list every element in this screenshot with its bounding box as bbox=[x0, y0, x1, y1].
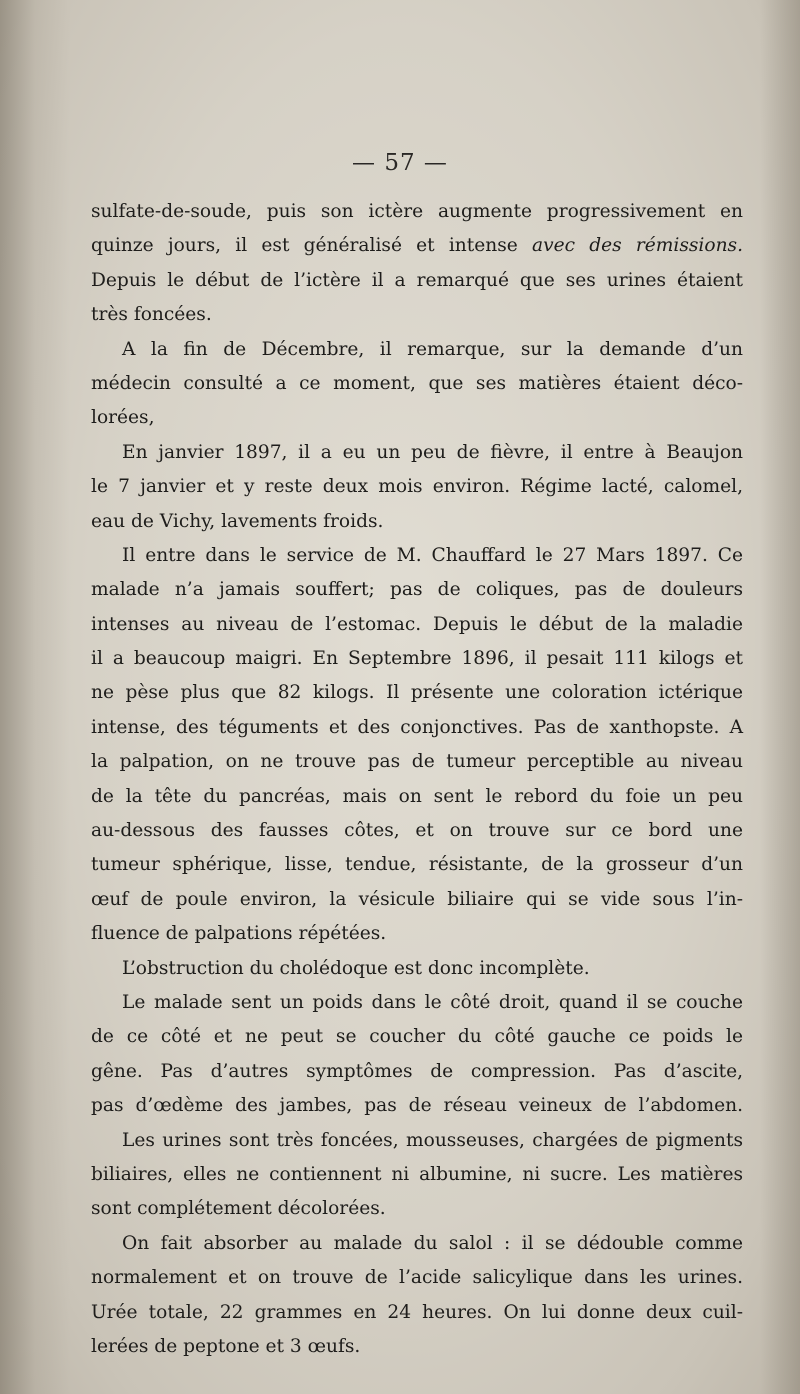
text-line: lorées, bbox=[91, 407, 155, 429]
text-line: de la tête du pancréas, mais on sent le rebord du foie un peu bbox=[91, 785, 743, 807]
text-line: normalement et on trouve de l’acide salicylique dans les urines. bbox=[91, 1267, 743, 1289]
body-text bbox=[91, 195, 743, 1364]
text-line: Il entre dans le service de M. Chauffard le 27 Mars 1897. Ce bbox=[122, 544, 743, 566]
text-line: A la fin de Décembre, il remarque, sur la demande d’un bbox=[122, 338, 743, 360]
text-line: Urée totale, 22 grammes en 24 heures. On lui donne deux cuil- bbox=[91, 1301, 743, 1323]
text-line: On fait absorber au malade du salol : il se dédouble comme bbox=[122, 1232, 743, 1254]
text-line: intense, des téguments et des conjonctives. Pas de xanthopste. A bbox=[91, 716, 743, 738]
text-line: biliaires, elles ne contiennent ni albumine, ni sucre. Les matières bbox=[91, 1163, 743, 1185]
text-line: Le malade sent un poids dans le côté droit, quand il se couche bbox=[122, 991, 743, 1013]
text-line: tumeur sphérique, lisse, tendue, résistante, de la grosseur d’un bbox=[91, 854, 743, 876]
text-line: très foncées. bbox=[91, 304, 212, 326]
text-line: œuf de poule environ, la vésicule biliaire qui se vide sous l’in- bbox=[91, 888, 743, 910]
text-line: fluence de palpations répétées. bbox=[91, 923, 387, 945]
text-line: ne pèse plus que 82 kilogs. Il présente une coloration ictérique bbox=[91, 682, 743, 704]
page-shadow-left bbox=[0, 0, 70, 1394]
page-shadow-right bbox=[760, 0, 800, 1394]
text-line: sulfate-de-soude, puis son ictère augmente progressivement en bbox=[91, 201, 743, 222]
text-line: pas d’œdème des jambes, pas de réseau veineux de l’abdomen. bbox=[91, 1095, 743, 1117]
text-line: L’obstruction du cholédoque est donc incomplète. bbox=[122, 957, 590, 979]
text-line: gêne. Pas d’autres symptômes de compression. Pas d’ascite, bbox=[91, 1060, 743, 1082]
text-line: sont complétement décolorées. bbox=[91, 1198, 386, 1220]
text-line: malade n’a jamais souffert; pas de coliques, pas de douleurs bbox=[91, 579, 743, 601]
text-line: intenses au niveau de l’estomac. Depuis le début de la maladie bbox=[91, 613, 743, 635]
text-line: lerées de peptone et 3 œufs. bbox=[91, 1335, 361, 1357]
text-line bbox=[91, 229, 743, 263]
page-number: — 57 — bbox=[352, 150, 448, 176]
text-line: le 7 janvier et y reste deux mois environ. Régime lacté, calomel, bbox=[91, 476, 743, 498]
text-line: il a beaucoup maigri. En Septembre 1896, il pesait 111 kilogs et bbox=[91, 648, 743, 670]
text-line: Depuis le début de l’ictère il a remarqué que ses urines étaient bbox=[91, 269, 743, 291]
text-line: eau de Vichy, lavements froids. bbox=[91, 510, 384, 532]
italic-phrase: avec des rémissions. bbox=[531, 235, 743, 257]
text-line: au-dessous des fausses côtes, et on trouve sur ce bord une bbox=[91, 820, 743, 842]
text-line: Les urines sont très foncées, mousseuses, chargées de pigments bbox=[122, 1129, 743, 1151]
text-span: quinze jours, il est généralisé et intense bbox=[91, 235, 532, 257]
text-line: de ce côté et ne peut se coucher du côté gauche ce poids le bbox=[91, 1026, 743, 1048]
text-line: médecin consulté a ce moment, que ses matières étaient déco- bbox=[91, 372, 743, 394]
text-line: la palpation, on ne trouve pas de tumeur perceptible au niveau bbox=[91, 751, 743, 773]
text-line: En janvier 1897, il a eu un peu de fièvre, il entre à Beaujon bbox=[122, 441, 743, 463]
